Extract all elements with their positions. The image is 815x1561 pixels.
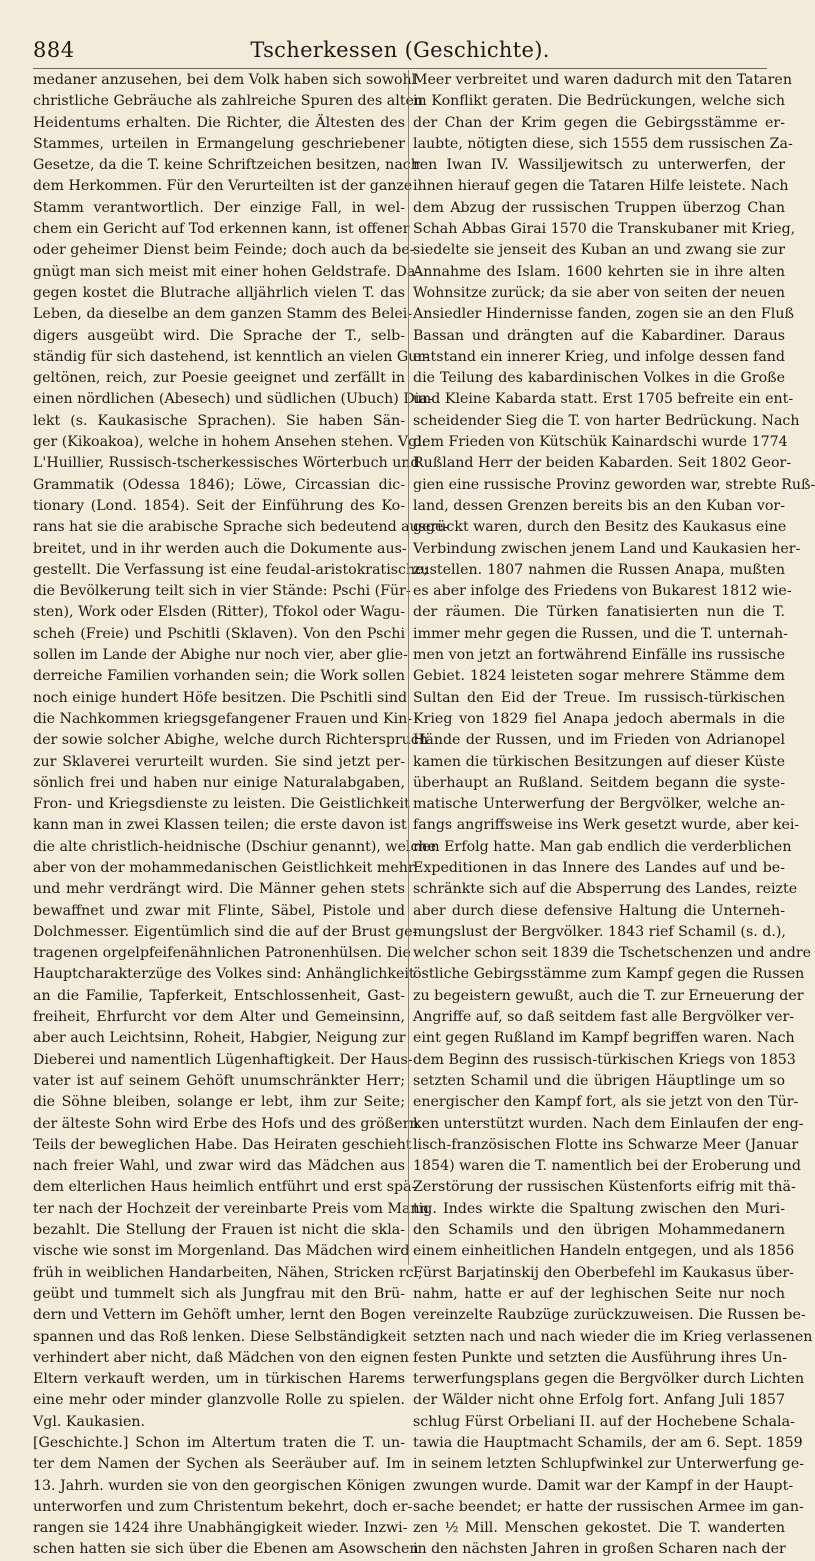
text-line: es aber infolge des Friedens von Bukarest 1812 wie- (413, 583, 792, 600)
text-line: unterworfen und zum Christentum bekehrt, doch er- (33, 1498, 413, 1515)
text-line: Vgl. Kaukasien. (33, 1413, 145, 1430)
text-line: der Chan der Krim gegen die Gebirgsstämme er- (413, 114, 785, 131)
text-line: medaner anzusehen, bei dem Volk haben sich sowohl (33, 72, 417, 88)
text-line: [Geschichte.] Schon im Altertum traten die T. un- (33, 1435, 405, 1451)
text-line: aber durch diese defensive Haltung die Unterneh- (413, 902, 785, 919)
text-line: sache beendet; er hatte der russischen Armee im gan- (413, 1498, 804, 1515)
text-line: Eltern verkauft werden, um in türkischen Harems (33, 1371, 405, 1388)
text-line: gegen kostet die Blutrache alljährlich vielen T. das (33, 284, 405, 301)
text-line: die Teilung des kabardinischen Volkes in die Große (413, 370, 785, 387)
text-line: terwerfungsplans gegen die Bergvölker durch Lichten (413, 1371, 805, 1388)
text-line: der räumen. Die Türken fanatisierten nun die T. (413, 604, 785, 621)
text-line: die alte christlich-heidnische (Dschiur genannt), welche (33, 838, 436, 855)
text-line: Rußland Herr der beiden Kabarden. Seit 1802 Geor- (413, 455, 792, 472)
text-line: schränkte sich auf die Absperrung des Landes, reizte (413, 881, 798, 898)
right-column (413, 70, 815, 1561)
text-line: vische wie sonst im Morgenland. Das Mädchen wird (33, 1243, 410, 1260)
text-line: rans hat sie die arabische Sprache sich bedeutend ausge- (33, 519, 449, 536)
text-line: siedelte sie jenseit des Kuban an und zwang sie zur (413, 242, 785, 259)
text-columns (33, 70, 815, 1558)
text-line: östliche Gebirgsstämme zum Kampf gegen die Russen (413, 966, 805, 983)
text-line: verhindert aber nicht, daß Mädchen von den eignen (33, 1349, 409, 1366)
text-line: fangs angriffsweise ins Werk gesetzt wurde, aber kei- (413, 817, 800, 834)
text-line: Heidentums erhalten. Die Richter, die Ältesten des (33, 114, 405, 131)
text-line: chem ein Gericht auf Tod erkennen kann, ist offener (33, 221, 410, 238)
text-line: Angriffe auf, so daß seitdem fast alle Bergvölker ver- (413, 1009, 795, 1026)
text-line: Expeditionen in das Innere des Landes auf und be- (413, 859, 785, 876)
column-divider (408, 70, 409, 1265)
text-line: Dieberei und namentlich Lügenhaftigkeit. Der Haus- (33, 1051, 413, 1068)
text-line: in den nächsten Jahren in großen Scharen nach der (413, 1541, 786, 1558)
text-line: Hände der Russen, und im Frieden von Adrianopel (413, 732, 785, 749)
text-line: spannen und das Roß lenken. Diese Selbständigkeit (33, 1328, 407, 1345)
running-head: Tscherkessen (Geschichte). (250, 38, 550, 62)
text-line: tawia die Hauptmacht Schamils, der am 6. Sept. 1859 (413, 1435, 803, 1451)
text-line: gerückt waren, durch den Besitz des Kaukasus eine (413, 519, 787, 536)
text-line: der sowie solcher Abighe, welche durch Richterspruch (33, 732, 429, 749)
text-line: matische Unterwerfung der Bergvölker, welche an- (413, 796, 785, 813)
text-line: Krieg von 1829 fiel Anapa jedoch abermals in die (413, 710, 785, 727)
text-line: geltönen, reich, zur Poesie geeignet und zerfällt in (33, 370, 405, 387)
text-line: Leben, da dieselbe an dem ganzen Stamm des Belei- (33, 306, 413, 323)
text-line: aber auch Leichtsinn, Roheit, Habgier, Neigung zur (33, 1030, 406, 1047)
text-line: früh in weiblichen Handarbeiten, Nähen, Stricken rc., (33, 1264, 423, 1281)
text-line: laubte, nötigten diese, sich 1555 dem russischen Za- (413, 135, 793, 152)
text-line: vater ist auf seinem Gehöft unumschränkter Herr; (33, 1072, 405, 1089)
text-line: aber von der mohammedanischen Geistlichkeit mehr (33, 859, 415, 876)
text-line: L'Huillier, Russisch-tscherkessisches Wörterbuch und (33, 455, 420, 472)
text-line: ren Iwan IV. Wassiljewitsch zu unterwerfen, der (413, 157, 785, 174)
text-line: Gesetze, da die T. keine Schriftzeichen besitzen, nach (33, 157, 420, 174)
text-line: ken unterstützt wurden. Nach dem Einlaufen der eng- (413, 1115, 804, 1132)
page-number: 884 (33, 38, 75, 62)
text-line: Stamm verantwortlich. Der einzige Fall, in wel- (33, 199, 405, 216)
text-line: lisch-französischen Flotte ins Schwarze Meer (Januar (413, 1136, 799, 1153)
text-line: der älteste Sohn wird Erbe des Hofs und des größern (33, 1115, 419, 1132)
text-line: Dolchmesser. Eigentümlich sind die auf der Brust ge- (33, 923, 418, 940)
text-line: eine mehr oder minder glanzvolle Rolle zu spielen. (33, 1392, 405, 1409)
text-line: dem Frieden von Kütschük Kainardschi wurde 1774 (413, 434, 788, 451)
text-line: einen nördlichen (Abesech) und südlichen (Ubuch) Dia- (33, 391, 433, 408)
text-line: setzten nach und nach wieder die im Krieg verlassenen (413, 1328, 813, 1345)
text-line: oder geheimer Dienst beim Feinde; doch auch da be- (33, 242, 415, 259)
text-line: entstand ein innerer Krieg, und infolge dessen fand (413, 348, 785, 365)
text-line: 1854) waren die T. namentlich bei der Eroberung und (413, 1158, 801, 1175)
text-line: tragenen orgelpfeifenähnlichen Patronenhülsen. Die (33, 945, 411, 962)
text-line: ter dem Namen der Sychen als Seeräuber auf. Im (33, 1456, 405, 1473)
text-line: schen hatten sie sich über die Ebenen am Asowschen (33, 1541, 419, 1558)
text-line: Annahme des Islam. 1600 kehrten sie in ihre alten (413, 263, 785, 280)
text-line: derreiche Familien vorhanden sein; die Work sollen (33, 668, 405, 685)
text-line: ihnen hierauf gegen die Tataren Hilfe leistete. Nach (413, 178, 789, 195)
text-line: vereinzelte Raubzüge zurückzuweisen. Die Russen be- (413, 1307, 806, 1324)
text-line: scheh (Freie) und Pschitli (Sklaven). Von den Pschi (33, 625, 405, 642)
text-line: Gebiet. 1824 leisteten sogar mehrere Stämme dem (413, 668, 785, 685)
text-line: sten), Work oder Elsden (Ritter), Tfokol oder Wagu- (33, 604, 405, 621)
text-line: rangen sie 1424 ihre Unabhängigkeit wieder. Inzwi- (33, 1520, 408, 1537)
text-line: Fürst Barjatinskij den Oberbefehl im Kaukasus über- (413, 1264, 794, 1281)
text-line: gestellt. Die Verfassung ist eine feudal-aristokratische; (33, 561, 429, 578)
text-line: sönlich frei und haben nur einige Naturalabgaben, (33, 774, 405, 791)
text-line: sollen im Lande der Abighe nur noch vier, aber glie- (33, 647, 408, 664)
text-line: überhaupt an Rußland. Seitdem begann die syste- (413, 774, 785, 791)
text-line: bezahlt. Die Stellung der Frauen ist nicht die skla- (33, 1222, 405, 1239)
text-line: christliche Gebräuche als zahlreiche Spuren des alten (33, 93, 423, 110)
text-line: land, dessen Grenzen bereits bis an den Kuban vor- (413, 497, 785, 514)
text-line: dem elterlichen Haus heimlich entführt und erst spä- (33, 1179, 417, 1196)
text-line: freiheit, Ehrfurcht vor dem Alter und Gemeinsinn, (33, 1009, 405, 1026)
text-line: men von jetzt an fortwährend Einfälle ins russische (413, 647, 785, 664)
text-line: festen Punkte und setzten die Ausführung ihres Un- (413, 1349, 788, 1366)
text-line: in seinem letzten Schlupfwinkel zur Unterwerfung ge- (413, 1456, 805, 1473)
left-column (33, 70, 449, 1561)
text-line: tionary (Lond. 1854). Seit der Einführung des Ko- (33, 497, 405, 514)
text-line: Ansiedler Hindernisse fanden, zogen sie an den Fluß (413, 306, 794, 323)
text-line: einem einheitlichen Handeln entgegen, und als 1856 (413, 1243, 795, 1260)
text-line: geübt und tummelt sich als Jungfrau mit den Brü- (33, 1285, 405, 1302)
text-line: kann man in zwei Klassen teilen; die erste davon ist (33, 817, 407, 834)
text-line: die Nachkommen kriegsgefangener Frauen und Kin- (33, 710, 413, 727)
text-line: Zerstörung der russischen Küstenforts eifrig mit thä- (413, 1179, 796, 1196)
text-line: schlug Fürst Orbeliani II. auf der Hochebene Schala- (413, 1413, 795, 1430)
text-line: lekt (s. Kaukasische Sprachen). Sie haben Sän- (33, 412, 405, 429)
text-line: ger (Kikoakoa), welche in hohem Ansehen stehen. Vgl. (33, 434, 427, 451)
text-line: energischer den Kampf fort, als sie jetzt von den Tür- (413, 1094, 799, 1111)
text-line: zur Sklaverei verurteilt wurden. Sie sind jetzt per- (33, 753, 405, 770)
text-line: noch einige hundert Höfe besitzen. Die Pschitli sind (33, 689, 408, 706)
text-line: dem Beginn des russisch-türkischen Kriegs von 1853 (413, 1051, 796, 1068)
text-line: Grammatik (Odessa 1846); Löwe, Circassian dic- (33, 476, 405, 493)
text-line: tig. Indes wirkte die Spaltung zwischen den Muri- (413, 1200, 785, 1217)
text-line: bewaffnet und zwar mit Flinte, Säbel, Pistole und (33, 902, 405, 919)
text-line: gnügt man sich meist mit einer hohen Geldstrafe. Da- (33, 263, 421, 280)
text-line: Wohnsitze zurück; da sie aber von seiten der neuen (413, 284, 785, 301)
text-line: breitet, und in ihr werden auch die Dokumente aus- (33, 540, 407, 557)
text-line: Meer verbreitet und waren dadurch mit den Tataren (413, 72, 792, 88)
text-line: Verbindung zwischen jenem Land und Kaukasien her- (413, 540, 801, 557)
text-line: an die Familie, Tapferkeit, Entschlossenheit, Gast- (33, 987, 405, 1004)
text-line: in Konflikt geraten. Die Bedrückungen, welche sich (413, 93, 785, 110)
text-line: mungslust der Bergvölker. 1843 rief Schamil (s. d.), (413, 923, 786, 940)
text-line: zwungen wurde. Damit war der Kampf in der Haupt- (413, 1477, 794, 1494)
text-line: die Bevölkerung teilt sich in vier Stände: Pschi (Für- (33, 583, 411, 600)
text-line: ständig für sich dastehend, ist kenntlich an vielen Gur- (33, 348, 429, 365)
text-line: dern und Vettern im Gehöft umher, lernt den Bogen (33, 1307, 406, 1324)
text-line: nahm, hatte er auf der leghischen Seite nur noch (413, 1285, 785, 1302)
text-line: dem Herkommen. Für den Verurteilten ist der ganze (33, 178, 413, 195)
text-line: Stammes, urteilen in Ermangelung geschriebener (33, 135, 405, 152)
header-rule (33, 68, 767, 69)
text-line: nach freier Wahl, und zwar wird das Mädchen aus (33, 1158, 405, 1175)
text-line: und Kleine Kabarda statt. Erst 1705 befreite ein ent- (413, 391, 794, 408)
text-line: kamen die türkischen Besitzungen auf dieser Küste (413, 753, 785, 770)
text-line: nen Erfolg hatte. Man gab endlich die verderblichen (413, 838, 792, 855)
text-line: ter nach der Hochzeit der vereinbarte Preis vom Mann (33, 1200, 429, 1217)
text-line: Schah Abbas Girai 1570 die Transkubaner mit Krieg, (413, 221, 796, 238)
text-line: eint gegen Rußland im Kampf begriffen waren. Nach (413, 1030, 795, 1047)
page-header (33, 38, 767, 68)
text-line: immer mehr gegen die Russen, und die T. unternah- (413, 625, 788, 642)
text-line: zustellen. 1807 nahmen die Russen Anapa, mußten (413, 561, 785, 578)
text-line: Fron- und Kriegsdienste zu leisten. Die Geistlichkeit (33, 796, 410, 813)
text-line: den Schamils und den übrigen Mohammedanern (413, 1222, 785, 1239)
text-line: digers ausgeübt wird. Die Sprache der T., selb- (33, 327, 405, 344)
text-line: gien eine russische Provinz geworden war, strebte Ruß- (413, 476, 815, 493)
text-line: 13. Jahrh. wurden sie von den georgischen Königen (33, 1477, 406, 1494)
text-line: die Söhne bleiben, solange er lebt, ihm zur Seite; (33, 1094, 405, 1111)
text-line: Hauptcharakterzüge des Volkes sind: Anhänglichkeit (33, 966, 415, 983)
text-line: zen ½ Mill. Menschen gekostet. Die T. wanderten (413, 1520, 785, 1537)
text-line: zu begeistern gewußt, auch die T. zur Erneuerung der (413, 987, 804, 1004)
text-line: Teils der beweglichen Habe. Das Heiraten geschieht (33, 1136, 412, 1153)
text-line: dem Abzug der russischen Truppen überzog Chan (413, 199, 785, 216)
text-line: der Wälder nicht ohne Erfolg fort. Anfang Juli 1857 (413, 1392, 785, 1409)
text-line: scheidender Sieg die T. von harter Bedrückung. Nach (413, 412, 800, 429)
text-line: Bassan und drängten auf die Kabardiner. Daraus (413, 327, 785, 344)
text-line: setzten Schamil und die übrigen Häuptlinge um so (413, 1072, 785, 1089)
text-line: welcher schon seit 1839 die Tschetschenzen und andre (413, 945, 811, 962)
text-line: Sultan den Eid der Treue. Im russisch-türkischen (413, 689, 785, 706)
text-line: und mehr verdrängt wird. Die Männer gehen stets (33, 881, 405, 898)
